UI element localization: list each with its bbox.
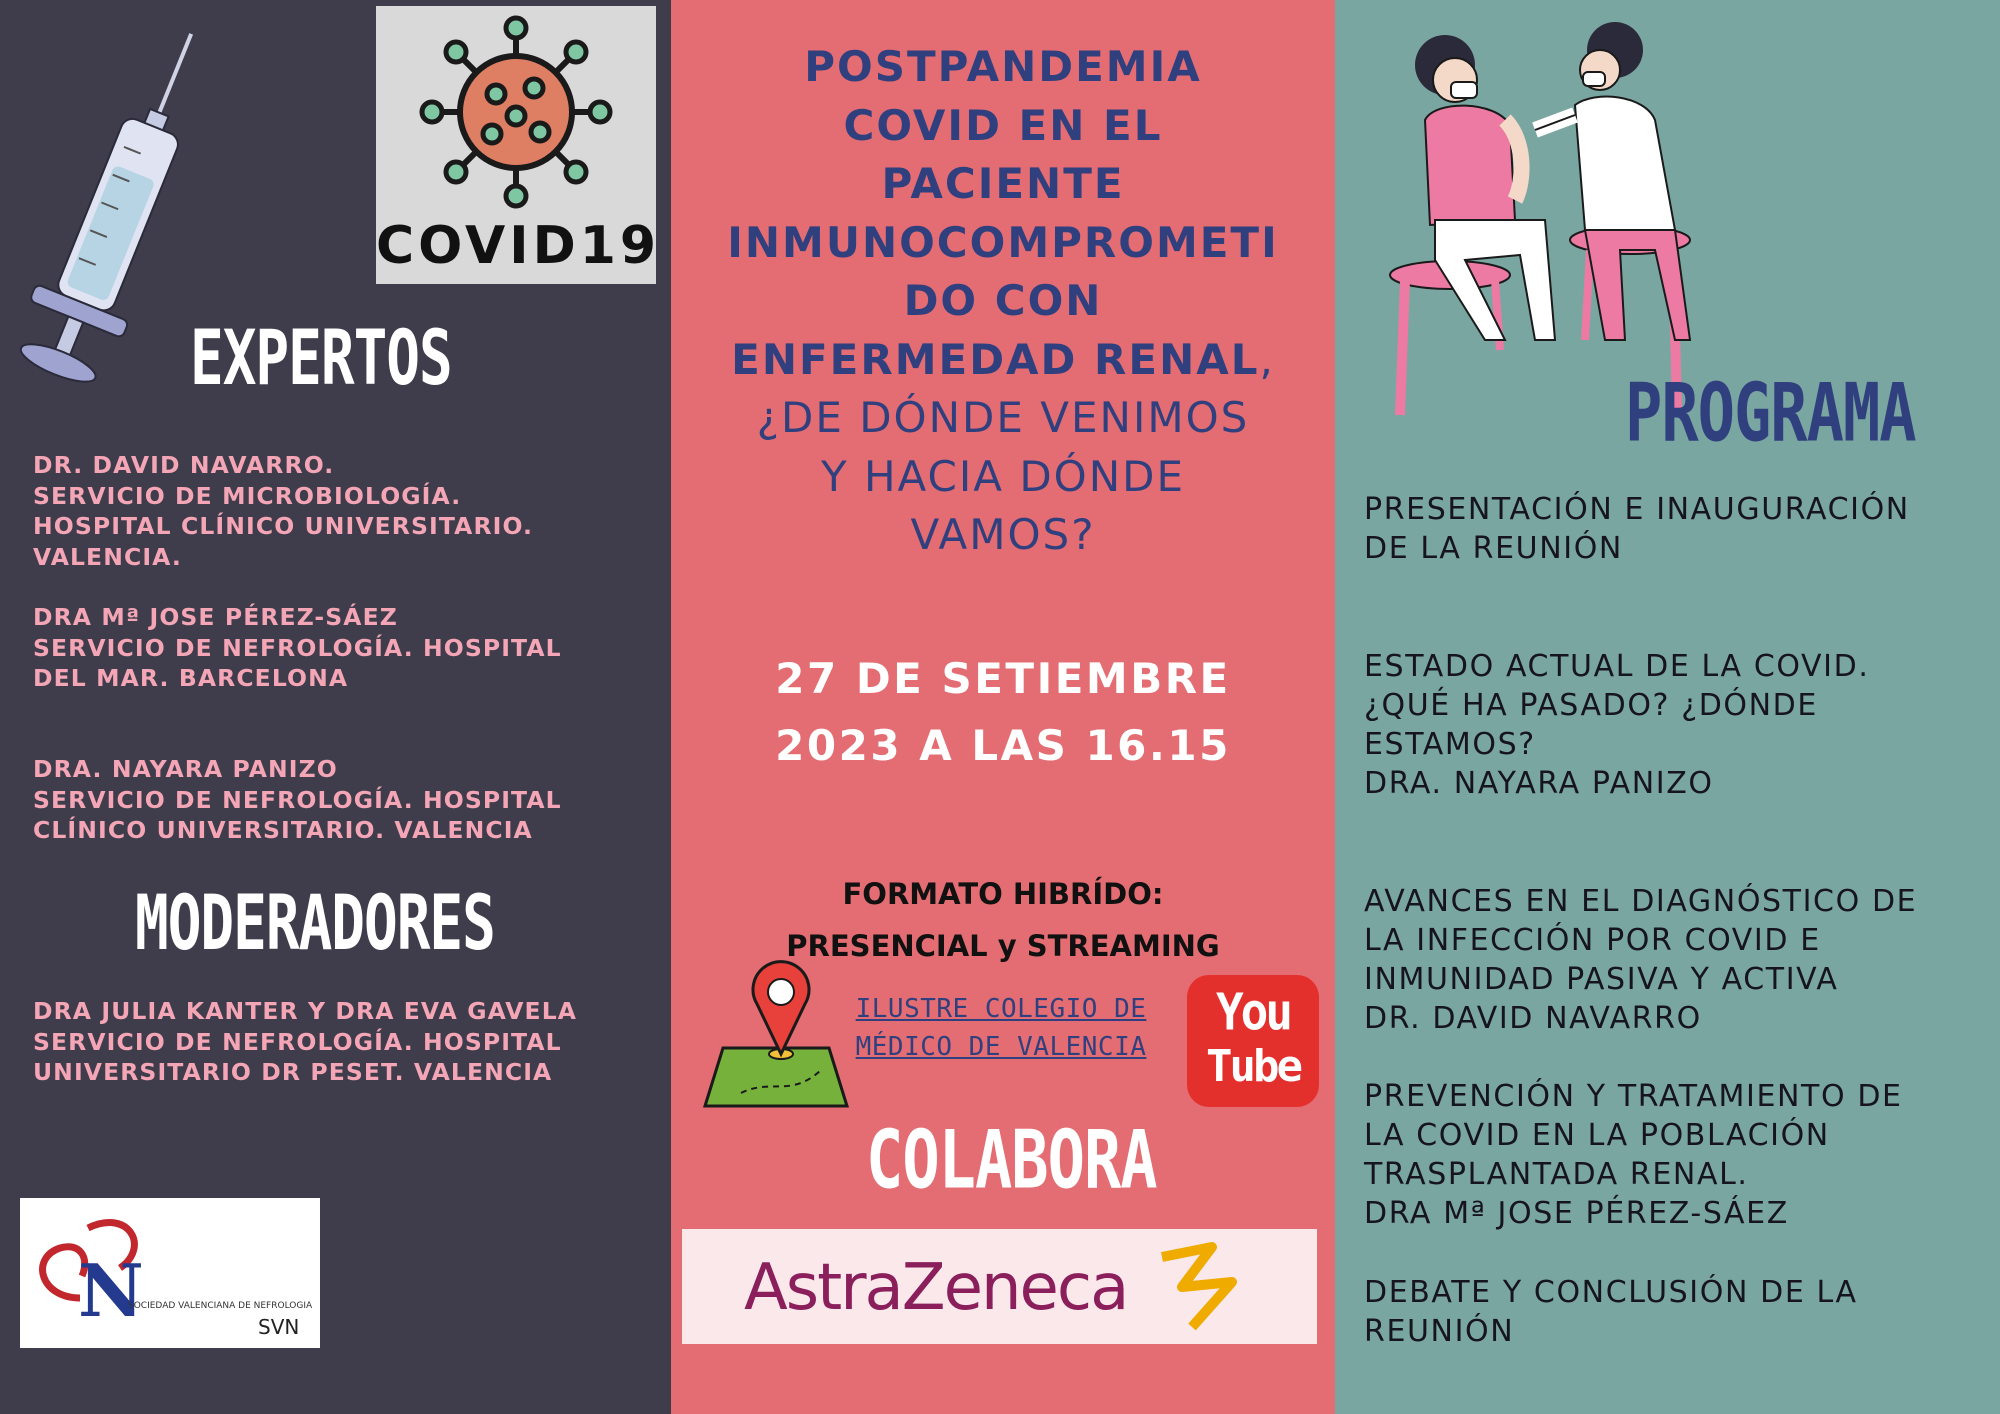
expert-entry (33, 602, 562, 694)
title-line: INMUNOCOMPROMETI (727, 217, 1279, 267)
title-line-text: ENFERMEDAD RENAL (731, 334, 1260, 384)
sponsor-name: AstraZeneca (744, 1251, 1128, 1325)
expert-affiliation: VALENCIA. (33, 542, 182, 571)
moderator-affiliation: UNIVERSITARIO DR PESET. VALENCIA (33, 1058, 553, 1086)
expert-affiliation: DEL MAR. BARCELONA (33, 664, 349, 692)
event-date (671, 645, 1335, 779)
program-line: DEBATE Y CONCLUSIÓN DE LA (1364, 1275, 1858, 1310)
expert-affiliation: SERVICIO DE NEFROLOGÍA. HOSPITAL (33, 633, 562, 662)
colabora-heading: COLABORA (866, 1112, 1157, 1207)
program-line: TRASPLANTADA RENAL. (1364, 1157, 1749, 1192)
title-comma: , (1259, 334, 1275, 384)
date-line: 27 DE SETIEMBRE (775, 654, 1231, 703)
svn-abbr: SVN (258, 1315, 300, 1339)
program-line: ESTADO ACTUAL DE LA COVID. (1364, 649, 1870, 684)
event-column (671, 0, 1335, 1414)
svn-mark-n: N (78, 1248, 144, 1333)
expert-affiliation: HOSPITAL CLÍNICO UNIVERSITARIO. (33, 512, 534, 540)
expert-entry (33, 450, 533, 572)
venue-line: ILUSTRE COLEGIO DE (855, 994, 1147, 1024)
event-title (671, 38, 1335, 565)
question-line: VAMOS? (910, 510, 1096, 559)
youtube-tube-text: Tube (1206, 1041, 1300, 1092)
program-line: ESTAMOS? (1364, 727, 1536, 762)
vaccination-illustration (1355, 10, 1755, 420)
program-speaker: DRA Mª JOSE PÉREZ-SÁEZ (1364, 1196, 1789, 1231)
program-line: PREVENCIÓN Y TRATAMIENTO DE (1364, 1079, 1903, 1114)
moderadores-heading: MODERADORES (135, 880, 495, 968)
map-pin-icon (701, 958, 851, 1108)
program-item (1364, 1273, 1994, 1351)
program-speaker: DRA. NAYARA PANIZO (1364, 766, 1714, 801)
question-line: Y HACIA DÓNDE (820, 451, 1186, 501)
experts-column (0, 0, 671, 1414)
program-speaker: DR. DAVID NAVARRO (1364, 1001, 1702, 1036)
program-item (1364, 1077, 1994, 1233)
program-line: REUNIÓN (1364, 1314, 1515, 1349)
title-line: PACIENTE (881, 159, 1125, 208)
expert-entry (33, 754, 562, 846)
event-format (671, 868, 1335, 972)
program-line: DE LA REUNIÓN (1364, 531, 1623, 566)
question-line: ¿DE DÓNDE VENIMOS (756, 393, 1250, 442)
time-line: 2023 A LAS 16.15 (775, 721, 1231, 770)
virus-icon (416, 12, 616, 212)
program-line: LA INFECCIÓN POR COVID E (1364, 923, 1821, 958)
expert-affiliation: SERVICIO DE NEFROLOGÍA. HOSPITAL (33, 785, 562, 814)
astrazeneca-logo (682, 1229, 1317, 1344)
program-column (1335, 0, 2000, 1414)
program-line: AVANCES EN EL DIAGNÓSTICO DE (1364, 884, 1918, 919)
expert-name: DRA. NAYARA PANIZO (33, 755, 338, 783)
program-item (1364, 490, 1994, 568)
title-line: POSTPANDEMIA (804, 42, 1202, 91)
program-item (1364, 647, 1994, 803)
title-line: COVID EN EL (843, 100, 1163, 150)
expert-affiliation: CLÍNICO UNIVERSITARIO. VALENCIA (33, 816, 533, 844)
moderators-entry (33, 996, 577, 1088)
format-value: PRESENCIAL y STREAMING (786, 929, 1220, 963)
program-line: PRESENTACIÓN E INAUGURACIÓN (1364, 492, 1910, 527)
expert-affiliation: SERVICIO DE MICROBIOLOGÍA. (33, 481, 462, 510)
covid19-label: COVID19 (376, 216, 661, 276)
svn-org-name: SOCIEDAD VALENCIANA DE NEFROLOGIA (128, 1301, 313, 1311)
venue-link[interactable] (851, 990, 1151, 1066)
program-line: INMUNIDAD PASIVA Y ACTIVA (1364, 962, 1839, 997)
format-label: FORMATO HIBRÍDO: (842, 877, 1164, 911)
program-item (1364, 882, 1994, 1038)
program-line: ¿QUÉ HA PASADO? ¿DÓNDE (1364, 688, 1818, 723)
moderator-names: DRA JULIA KANTER Y DRA EVA GAVELA (33, 997, 578, 1025)
youtube-icon[interactable] (1187, 975, 1319, 1107)
youtube-you-text: You (1215, 982, 1291, 1042)
svn-logo (20, 1198, 320, 1348)
title-line: DO CON (903, 276, 1103, 325)
astrazeneca-swirl-icon (1152, 1237, 1242, 1337)
programa-heading: PROGRAMA (1625, 365, 1916, 460)
program-line: LA COVID EN LA POBLACIÓN (1364, 1118, 1830, 1153)
expert-name: DR. DAVID NAVARRO. (33, 451, 335, 479)
moderator-affiliation: SERVICIO DE NEFROLOGÍA. HOSPITAL (33, 1027, 562, 1056)
title-line (671, 331, 1335, 390)
venue-line: MÉDICO DE VALENCIA (855, 1032, 1147, 1062)
expertos-heading: EXPERTOS (190, 315, 452, 403)
covid19-badge (376, 6, 661, 284)
expert-name: DRA Mª JOSE PÉREZ-SÁEZ (33, 603, 398, 631)
